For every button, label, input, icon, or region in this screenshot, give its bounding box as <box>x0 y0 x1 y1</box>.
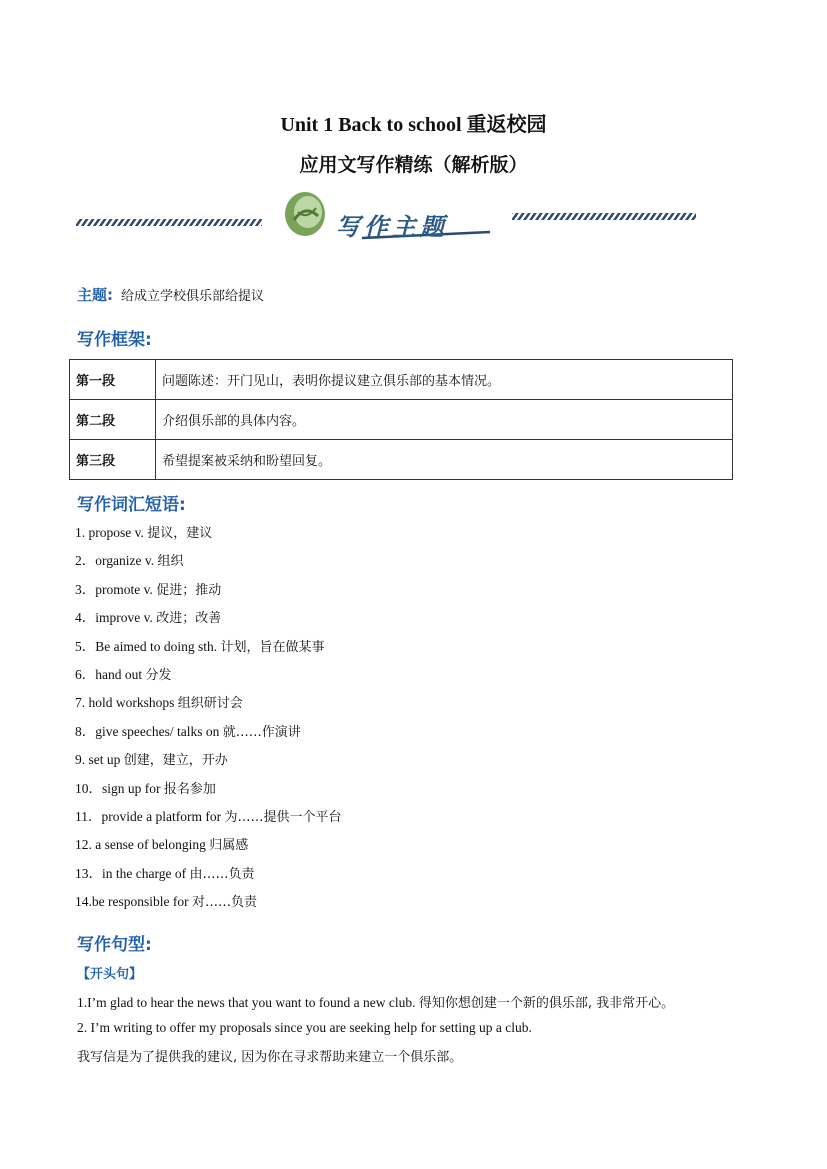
vocab-cn: 分发 <box>145 667 172 683</box>
list-item <box>75 806 341 834</box>
vocab-cn: 归属感 <box>209 838 249 854</box>
para-label: 第一段 <box>70 360 156 400</box>
vocab-en: 3．promote v. <box>75 581 157 597</box>
vocab-en: 12. a sense of belonging <box>75 837 210 853</box>
vocab-list <box>75 522 341 919</box>
vocab-en: 9. set up <box>75 752 124 768</box>
vocab-cn: 计划，旨在做某事 <box>220 639 325 655</box>
list-item <box>75 692 341 720</box>
vocab-cn: 就……作演讲 <box>222 724 301 740</box>
list-item <box>75 834 341 862</box>
sentences-heading: 写作句型: <box>77 935 152 955</box>
vocab-cn: 由……负责 <box>189 866 255 882</box>
table-row <box>70 400 733 440</box>
vocab-cn: 为……提供一个平台 <box>224 809 342 825</box>
vocab-heading: 写作词汇短语: <box>77 495 186 515</box>
list-item <box>75 721 341 749</box>
vocab-cn: 促进；推动 <box>156 582 222 598</box>
vocab-cn: 创建，建立，开办 <box>123 753 228 769</box>
vocab-en: 2．organize v. <box>75 553 158 569</box>
list-item <box>75 778 341 806</box>
topic-text: 给成立学校俱乐部给提议 <box>121 289 265 304</box>
table-row <box>70 440 733 480</box>
vocab-en: 8．give speeches/ talks on <box>75 723 223 739</box>
banner-title: 写作主题 <box>336 212 448 241</box>
sentence-1-cn: 得知你想创建一个新的俱乐部, 我非常开心。 <box>418 996 675 1011</box>
vocab-cn: 改进；改善 <box>156 611 222 627</box>
list-item <box>75 550 341 578</box>
para-label: 第三段 <box>70 440 156 480</box>
vocab-en: 5．Be aimed to doing sth. <box>75 638 221 654</box>
vocab-cn: 组织研讨会 <box>177 696 243 712</box>
leaf-icon <box>285 192 325 236</box>
framework-table <box>69 359 733 480</box>
left-stripe-band <box>76 219 262 226</box>
para-label: 第二段 <box>70 400 156 440</box>
vocab-cn: 提议，建议 <box>147 526 213 541</box>
vocab-en: 11．provide a platform for <box>75 808 225 824</box>
opening-label: 【开头句】 <box>77 967 143 982</box>
topic-line <box>77 284 264 305</box>
para-content: 希望提案被采纳和盼望回复。 <box>156 440 733 480</box>
list-item <box>75 522 341 550</box>
sentence-2-en: 2. I’m writing to offer my proposals since you are seeking help for setting up a club. <box>77 1020 532 1035</box>
vocab-en: 6．hand out <box>75 666 146 682</box>
list-item <box>75 636 341 664</box>
topic-label: 主题: <box>77 286 113 304</box>
vocab-en: 1. propose v. <box>75 525 148 540</box>
sentence-1 <box>77 992 674 1011</box>
vocab-cn: 对……负责 <box>191 895 257 911</box>
page-title: Unit 1 Back to school 重返校园 <box>280 114 547 136</box>
right-stripe-band <box>512 213 696 220</box>
framework-heading: 写作框架: <box>77 330 152 350</box>
vocab-en: 14.be responsible for <box>75 894 192 910</box>
table-row <box>70 360 733 400</box>
list-item <box>75 749 341 777</box>
list-item <box>75 863 341 891</box>
para-content: 介绍俱乐部的具体内容。 <box>156 400 733 440</box>
page-subtitle: 应用文写作精练（解析版） <box>299 154 528 176</box>
vocab-en: 4．improve v. <box>75 610 157 626</box>
vocab-cn: 报名参加 <box>163 781 216 797</box>
vocab-en: 13．in the charge of <box>75 865 190 881</box>
list-item <box>75 891 341 919</box>
sentence-2-cn: 我写信是为了提供我的建议, 因为你在寻求帮助来建立一个俱乐部。 <box>77 1050 463 1065</box>
vocab-en: 10．sign up for <box>75 780 164 796</box>
sentence-1-en: 1.I’m glad to hear the news that you want to found a new club. <box>77 995 419 1010</box>
list-item <box>75 664 341 692</box>
vocab-en: 7. hold workshops <box>75 695 178 711</box>
vocab-cn: 组织 <box>157 554 184 570</box>
para-content: 问题陈述：开门见山，表明你提议建立俱乐部的基本情况。 <box>156 360 733 400</box>
list-item <box>75 579 341 607</box>
list-item <box>75 607 341 635</box>
